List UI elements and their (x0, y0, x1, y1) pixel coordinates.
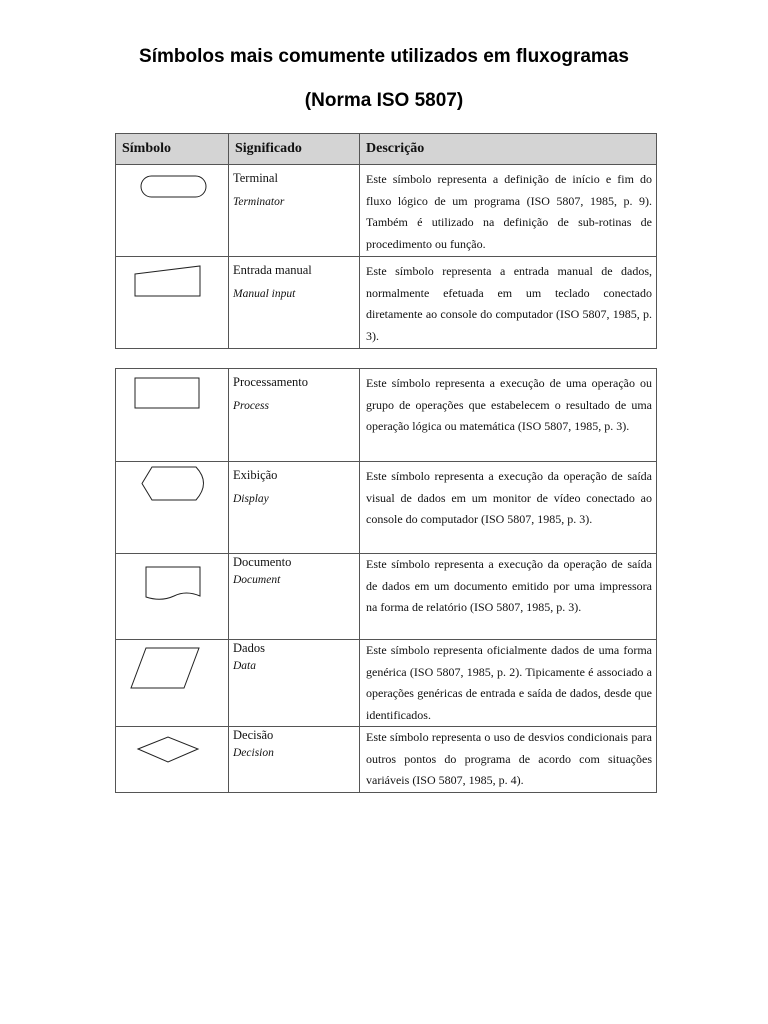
symbol-cell (116, 165, 229, 257)
symbol-name-pt: Processamento (233, 375, 308, 389)
symbol-name-en: Terminator (233, 196, 285, 208)
description-cell (360, 165, 657, 257)
page-title: Símbolos mais comumente utilizados em fluxogramas (139, 46, 629, 67)
page-subtitle: (Norma ISO 5807) (304, 90, 464, 111)
header-description: Descrição (360, 134, 657, 165)
meaning-cell (229, 640, 360, 727)
symbol-description: Este símbolo representa a execução da operação de saída visual de dados em um monitor de vídeo conectado ao console do computador (ISO 5807, 1985, p. 3). (366, 469, 652, 526)
table-row (116, 165, 657, 257)
symbol-name-en: Data (233, 660, 256, 672)
symbol-cell (116, 727, 229, 793)
table-row (116, 462, 657, 554)
process-shape-icon (116, 369, 229, 462)
symbol-cell (116, 554, 229, 640)
symbol-description: Este símbolo representa a definição de início e fim do fluxo lógico de um programa (ISO 5807, 1985, p. 9). Também é utilizado na definição de sub-rotinas de procedimento ou função. (366, 172, 652, 251)
terminator-shape-icon (116, 165, 229, 257)
symbol-cell (116, 640, 229, 727)
symbol-description: Este símbolo representa o uso de desvios condicionais para outros pontos do programa de acordo com situações variáveis (ISO 5807, 1985, p. 4). (366, 730, 652, 787)
meaning-cell (229, 727, 360, 793)
table-row (116, 257, 657, 349)
symbol-cell (116, 462, 229, 554)
meaning-cell (229, 369, 360, 462)
description-cell (360, 257, 657, 349)
symbol-name-pt: Documento (233, 555, 292, 569)
symbol-name-en: Display (233, 493, 269, 505)
symbol-description: Este símbolo representa oficialmente dados de uma forma genérica (ISO 5807, 1985, p. 2). Tipicamente é associado a operações genéricas de entrada e saída de dados, desde que identificados. (366, 643, 652, 722)
symbol-name-pt: Dados (233, 641, 265, 655)
document-shape-icon (116, 554, 229, 640)
table-row (116, 727, 657, 793)
symbol-name-pt: Entrada manual (233, 263, 312, 277)
description-cell (360, 369, 657, 462)
table-header-row (116, 134, 657, 165)
symbol-name-pt: Decisão (233, 728, 274, 742)
table-row (116, 640, 657, 727)
table-row (116, 369, 657, 462)
display-shape-icon (116, 462, 229, 554)
header-symbol: Símbolo (116, 134, 229, 165)
symbol-cell (116, 369, 229, 462)
description-cell (360, 640, 657, 727)
description-cell (360, 727, 657, 793)
description-cell (360, 462, 657, 554)
meaning-cell (229, 165, 360, 257)
symbol-description: Este símbolo representa a execução da operação de saída de dados em um documento emitido por uma impressora na forma de relatório (ISO 5807, 1985, p. 3). (366, 557, 652, 614)
symbol-name-en: Document (233, 574, 281, 586)
symbol-name-en: Decision (233, 747, 274, 759)
meaning-cell (229, 462, 360, 554)
symbol-description: Este símbolo representa a execução de uma operação ou grupo de operações que estabelecem o resultado de uma operação lógica ou matemática (ISO 5807, 1985, p. 3). (366, 376, 652, 433)
manual-input-shape-icon (116, 257, 229, 349)
symbol-name-pt: Terminal (233, 171, 278, 185)
symbol-description: Este símbolo representa a entrada manual de dados, normalmente efetuada em um teclado conectado diretamente ao console do computador (ISO 5807, 1985, p. 3). (366, 264, 652, 343)
meaning-cell (229, 257, 360, 349)
symbol-name-pt: Exibição (233, 468, 278, 482)
symbols-table-part-1 (115, 133, 657, 349)
symbol-name-en: Manual input (233, 288, 296, 300)
description-cell (360, 554, 657, 640)
symbol-name-en: Process (233, 400, 269, 412)
header-meaning: Significado (229, 134, 360, 165)
symbols-table-part-2 (115, 368, 657, 793)
data-shape-icon (116, 640, 229, 725)
symbol-cell (116, 257, 229, 349)
meaning-cell (229, 554, 360, 640)
table-row (116, 554, 657, 640)
decision-shape-icon (116, 727, 229, 793)
